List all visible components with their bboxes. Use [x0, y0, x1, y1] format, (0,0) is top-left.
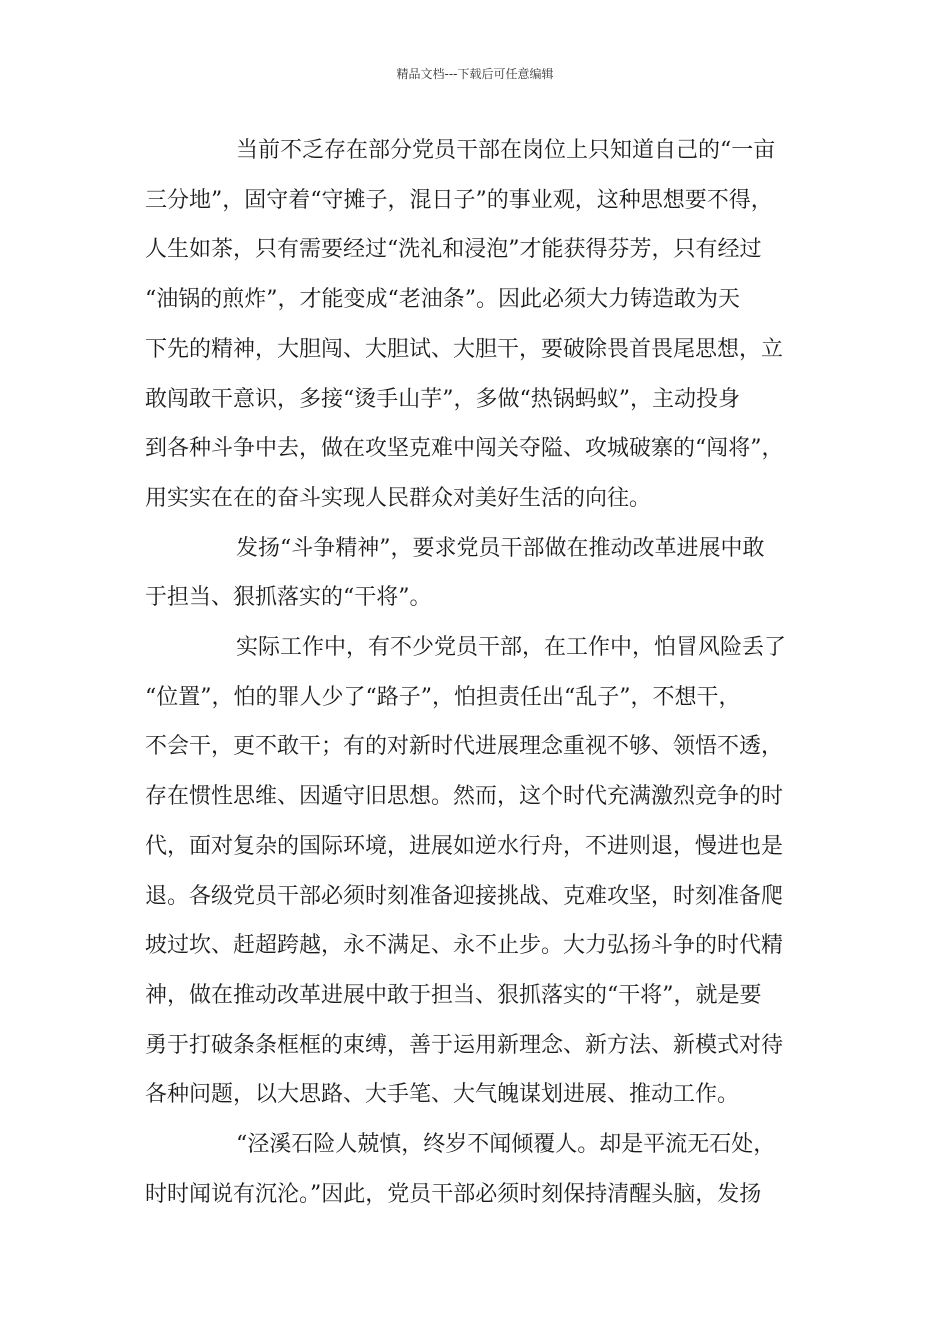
paragraph-3-line-4: 存在惯性思维、因遁守旧思想。然而，这个时代充满激烈竞争的时 — [145, 784, 784, 810]
paragraph-3-line-9: 勇于打破条条框框的束缚，善于运用新理念、新方法、新模式对待 — [145, 1032, 784, 1058]
paragraph-1-line-5: 下先的精神，大胆闯、大胆试、大胆干，要破除畏首畏尾思想，立 — [145, 336, 784, 362]
paragraph-3-line-8: 神，做在推动改革进展中敢于担当、狠抓落实的“干将”，就是要 — [145, 982, 762, 1008]
paragraph-1-line-3: 人生如茶，只有需要经过“洗礼和浸泡”才能获得芬芳，只有经过 — [145, 237, 762, 263]
page-header: 精品文档---下载后可任意编辑 — [396, 67, 554, 81]
paragraph-1-line-1: 当前不乏存在部分党员干部在岗位上只知道自己的“一亩 — [236, 138, 776, 163]
paragraph-2-line-2: 于担当、狠抓落实的“干将”。 — [145, 585, 432, 611]
paragraph-1-line-4: “油锅的煎炸”，才能变成“老油条”。因此必须大力铸造敢为天 — [145, 287, 740, 313]
paragraph-3-line-6: 退。各级党员干部必须时刻准备迎接挑战、克难攻坚，时刻准备爬 — [145, 883, 784, 909]
paragraph-3-line-5: 代，面对复杂的国际环境，进展如逆水行舟，不进则退，慢进也是 — [145, 833, 784, 859]
paragraph-4-line-1: “泾溪石险人兢慎，终岁不闻倾覆人。却是平流无石处， — [236, 1132, 776, 1157]
paragraph-1-line-8: 用实实在在的奋斗实现人民群众对美好生活的向往。 — [145, 485, 652, 511]
paragraph-1-line-7: 到各种斗争中去，做在攻坚克难中闯关夺隘、攻城破寨的“闯将”， — [145, 436, 784, 462]
paragraph-2-line-1: 发扬“斗争精神”，要求党员干部做在推动改革进展中敢 — [236, 535, 765, 561]
paragraph-3-line-2: “位置”，怕的罪人少了“路子”，怕担责任出“乱子”，不想干， — [145, 684, 741, 710]
paragraph-3-line-10: 各种问题，以大思路、大手笔、大气魄谋划进展、推动工作。 — [145, 1082, 740, 1108]
paragraph-1-line-2: 三分地”，固守着“守摊子，混日子”的事业观，这种思想要不得， — [145, 187, 773, 213]
paragraph-4-line-2: 时时闻说有沉沦。”因此，党员干部必须时刻保持清醒头脑，发扬 — [145, 1181, 762, 1207]
paragraph-3-line-7: 坡过坎、赶超跨越，永不满足、永不止步。大力弘扬斗争的时代精 — [145, 933, 784, 959]
paragraph-1-line-6: 敢闯敢干意识，多接“烫手山芋”，多做“热锅蚂蚁”，主动投身 — [145, 386, 740, 412]
paragraph-3-line-1: 实际工作中，有不少党员干部，在工作中，怕冒风险丢了 — [236, 635, 787, 660]
paragraph-3-line-3: 不会干，更不敢干；有的对新时代进展理念重视不够、领悟不透， — [145, 734, 784, 760]
